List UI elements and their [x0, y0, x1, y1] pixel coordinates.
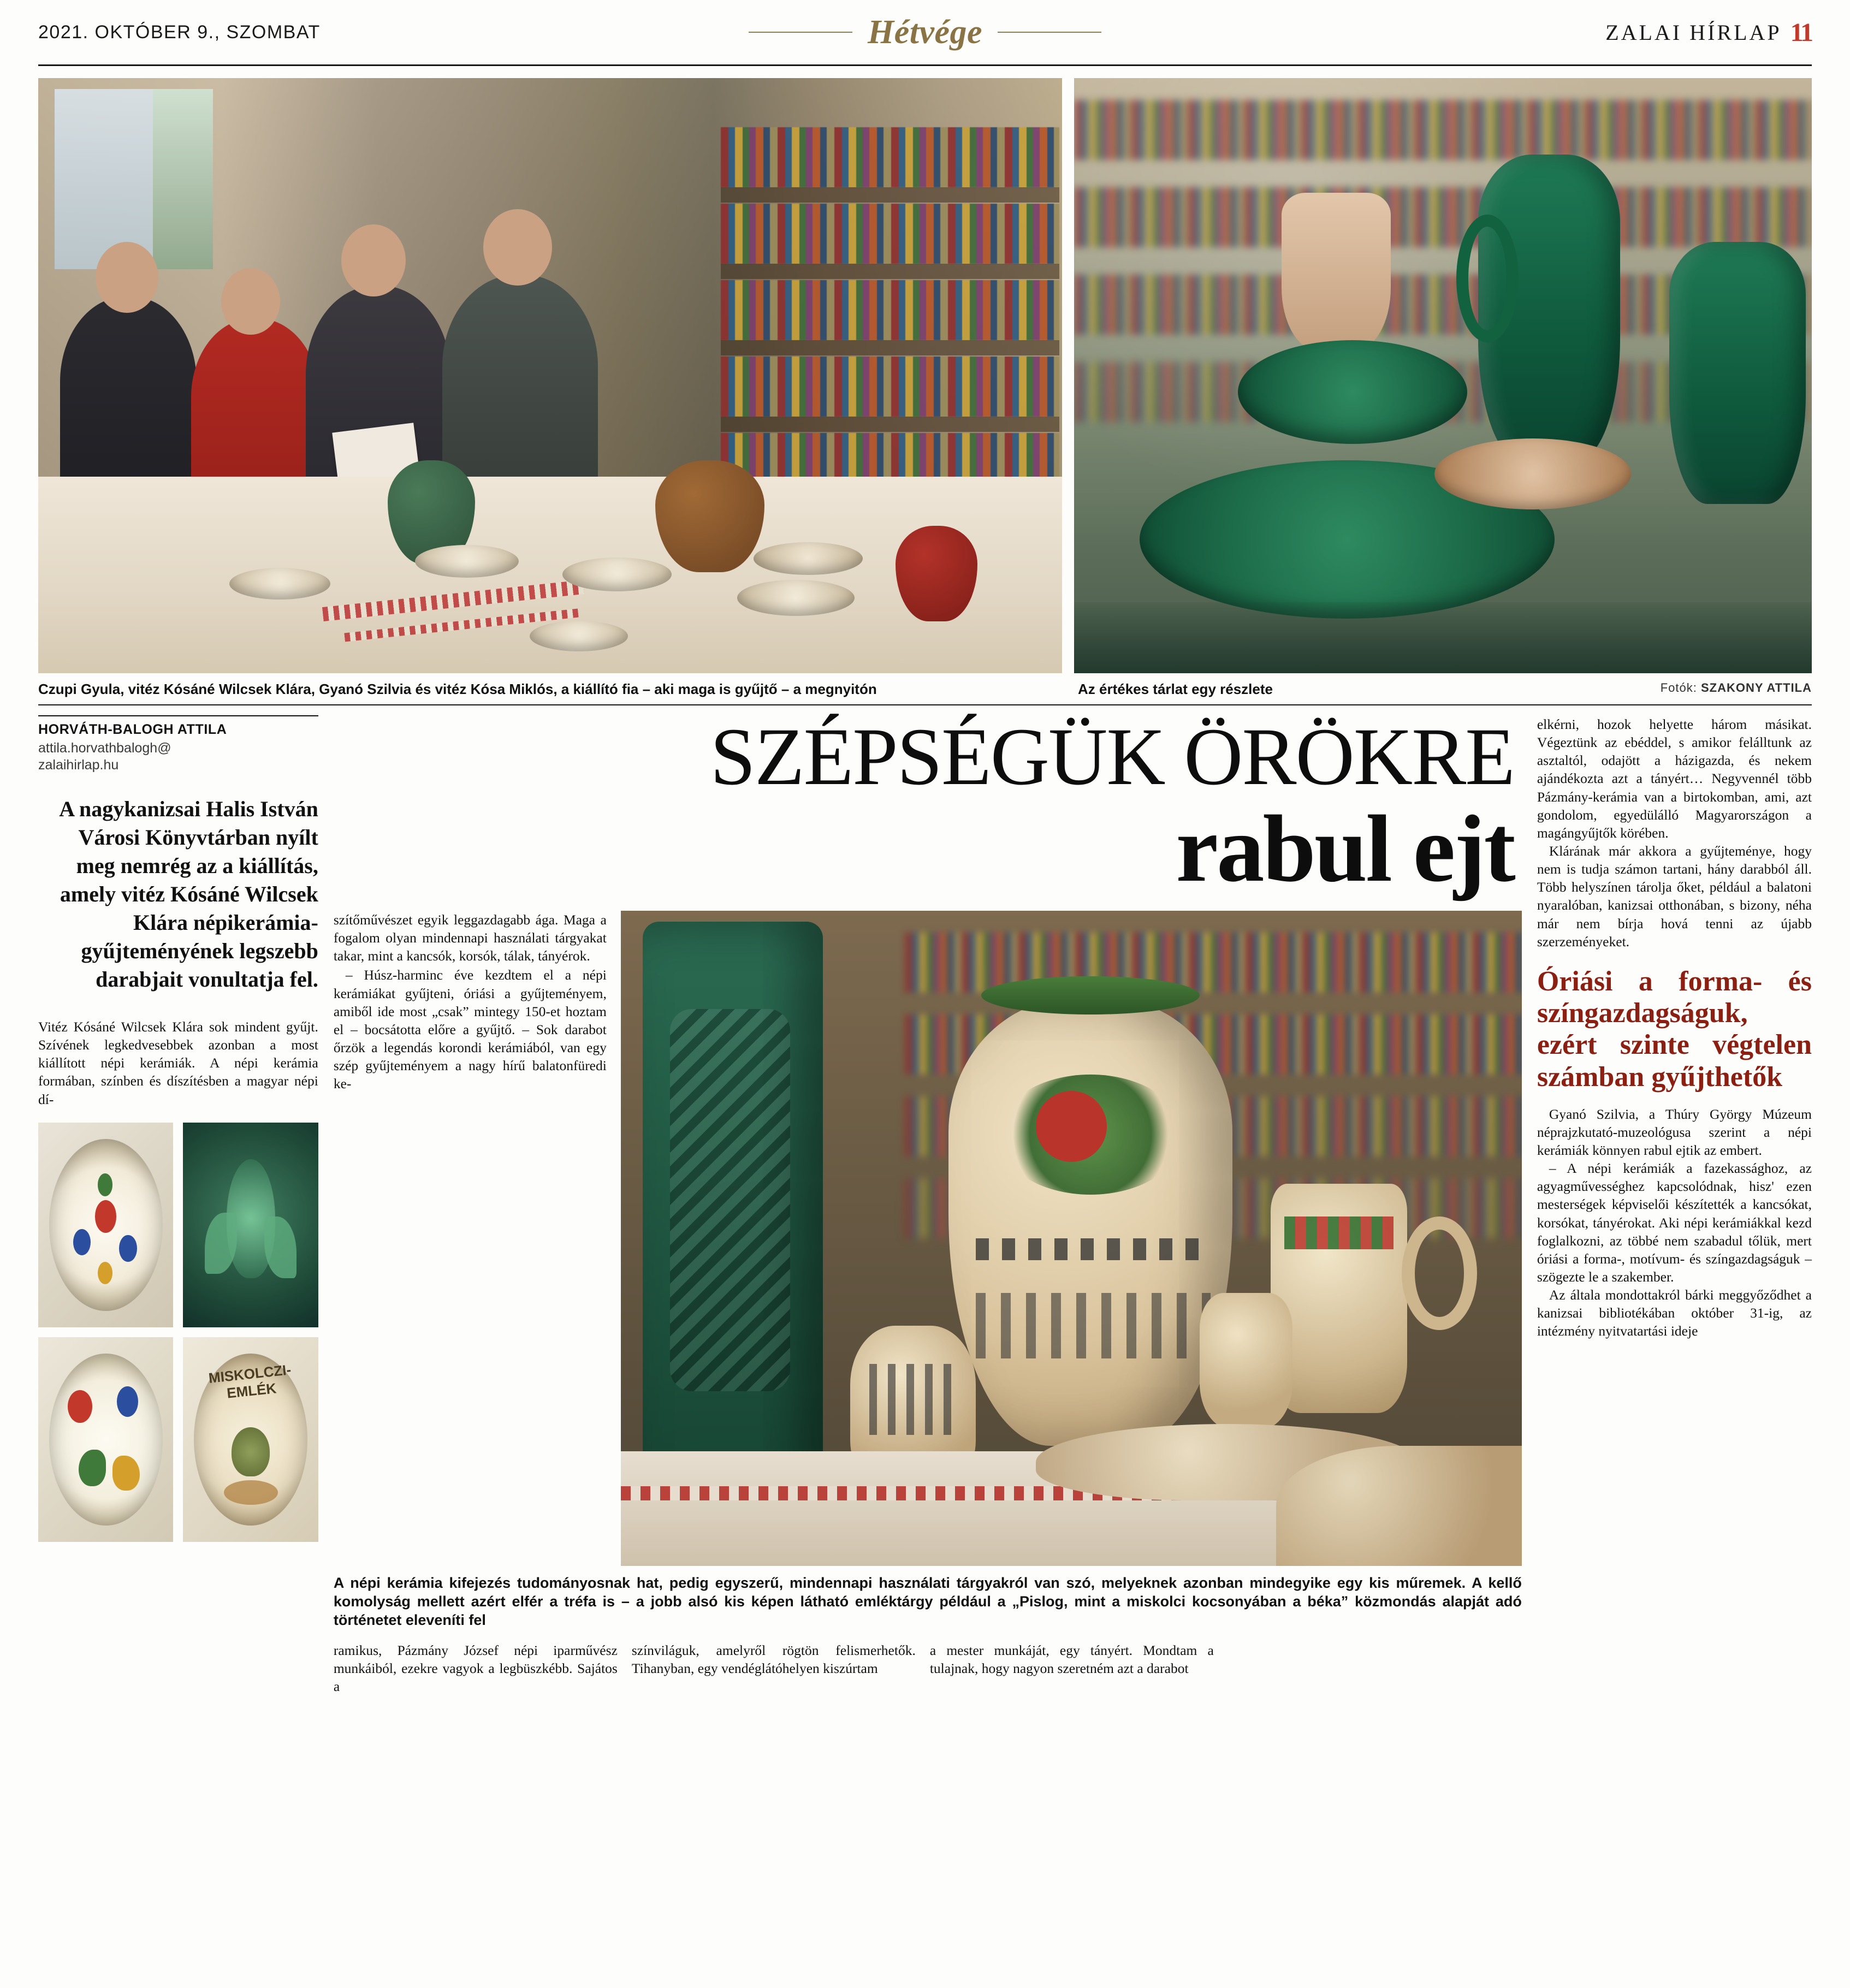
byline-email-line1: attila.horvathbalogh@ [38, 740, 171, 756]
section-title-group [38, 13, 1812, 52]
byline-author: HORVÁTH-BALOGH ATTILA [38, 715, 318, 738]
section-title: Hétvége [867, 13, 983, 51]
left-column [38, 715, 318, 1695]
newspaper-brand: ZALAI HÍRLAP [1605, 20, 1782, 45]
paragraph: – Húsz-harminc éve kezdtem el a népi kerámiákat gyűjteni, óriási a gyűjteményem, amiből ide most „csak” mintegy 150-et hoztam el – bocsátotta előre a gyűjtő. – Sok darabot őrzök a legendás korondi kerámiából, van egy szép gyűjteményem a nagy hírű balatonfüredi ke- [333, 967, 607, 1092]
bottom-column-1 [334, 1641, 618, 1695]
left-body-text [38, 1018, 318, 1108]
center-text-column [334, 911, 607, 1566]
byline-email-line2: zalaihirlap.hu [38, 757, 119, 773]
paragraph: Vitéz Kósáné Wilcsek Klára sok mindent gyűjt. Szívének legkedvesebbek azonban a most kiállított népi kerámiák. A népi kerámia formában, színben és díszítésben a magyar népi dí- [38, 1019, 318, 1107]
caption-exhibition-detail: Az értékes tárlat egy részlete [1078, 681, 1273, 697]
lead-paragraph: A nagykanizsai Halis István Városi Könyvtárban nyílt meg nemrég az a kiállítás, amely vitéz Kósáné Wilcsek Klára népikerámia-gyűjteményének legszebb darabjait vonultatja fel. [59, 797, 318, 992]
photo-caption-row [38, 681, 1812, 705]
paragraph: a mester munkáját, egy tányért. Mondtam a tulajnak, hogy nagyon szeretném azt a darabot [929, 1642, 1214, 1677]
photo-ceramic-collection [621, 911, 1522, 1566]
paragraph: Gyanó Szilvia, a Thúry György Múzeum néprajzkutató-muzeológusa szerint a népi kerámiák könnyen rabul ejtik az embert. [1537, 1106, 1812, 1159]
thumb-floral-plate [38, 1123, 173, 1327]
caption-opening-ceremony: Czupi Gyula, vitéz Kósáné Wilcsek Klára, Gyanó Szilvia és vitéz Kósa Miklós, a kiállító fia – aki maga is gyűjtő – a megnyitón [38, 681, 877, 697]
article-body [38, 711, 1812, 1695]
paragraph: – A népi kerámiák a fazekassághoz, az agyagművességhez kapcsolódnak, hisz' ezen mesterségek képviselői készítették a kancsókat, korsókat, tányérokat. Aki népi kerámiákkal kezd foglalkozni, az többé nem szabadul tőlük, mert óriási a forma-, motívum- és színgazdagságuk – szögezte le a szakember. [1537, 1160, 1812, 1285]
center-column [333, 711, 1522, 1695]
issue-date: 2021. OKTÓBER 9., SZOMBAT [38, 21, 321, 43]
headline-line-2: rabul ejt [1176, 796, 1514, 901]
paragraph: Az általa mondottakról bárki meggyőződhet a kanizsai bibliotékában október 31-ig, az intézmény nyitvatartási ideje [1537, 1287, 1812, 1339]
rule-right [998, 32, 1101, 33]
photo-credit-name: SZAKONY ATTILA [1700, 681, 1812, 695]
bottom-column-3 [930, 1641, 1214, 1695]
center-lower-row [334, 1641, 1522, 1695]
thumb-green-ornament [183, 1123, 318, 1327]
paragraph: elkérni, hozok helyette három másikat. Végeztünk az ebéddel, s amikor felálltunk az asztaltól, odajött a házigazda, és nekem ajándékozta azt a tányért… Negyvennél több Pázmány-kerámia van a birtokomban, ami, azt gondolom, egyedülálló Magyarországon a magángyűjtők körében. [1537, 716, 1812, 841]
byline-email [38, 740, 318, 773]
top-photo-row [38, 78, 1812, 673]
caption-ceramic-collection: A népi kerámia kifejezés tudományosnak hat, pedig egyszerű, mindennapi használati tárgyakról van szó, melyeknek azonban mindegyike egy kis műremek. A kellő komolyság mellett azért elfér a tréfa is – a jobb alsó kis képen látható emléktárgy például a „Pislog, mint a miskolci kocsonyában a béka” közmondás alapját adó történetet eleveníti fel [333, 1575, 1522, 1629]
bottom-column-2 [632, 1641, 916, 1695]
thumbnail-grid [38, 1123, 318, 1542]
thumb-bird-plate [38, 1337, 173, 1542]
memento-inscription: MISKOLCZI-EMLÉK [207, 1361, 292, 1402]
headline [334, 711, 1522, 901]
subheading: Óriási a forma- és színgazdagságuk, ezért szinte végtelen számban gyűjthetők [1537, 965, 1812, 1093]
paragraph: színviláguk, amelyről rögtön felismerhetők. Tihanyban, egy vendéglátóhelyen kiszúrtam [631, 1642, 916, 1677]
center-upper-row [334, 911, 1522, 1566]
paragraph: Klárának már akkora a gyűjteménye, hogy nem is tudja számon tartani, hány darabból áll. Több helyszínen tárolja őket, például a balatoni nyaralóban, kanizsai otthonában, s bizony, néha már nem bírja hová tenni az újabb szerzeményeket. [1537, 842, 1812, 950]
right-column [1537, 715, 1812, 1695]
paragraph: ramikus, Pázmány József népi iparművész munkáiból, ezekre vagyok a legbüszkébb. Sajátos a [333, 1642, 618, 1695]
masthead [38, 0, 1812, 66]
photo-opening-ceremony [38, 78, 1062, 673]
headline-line-1: SZÉPSÉGÜK ÖRÖKRE [710, 711, 1514, 802]
thumb-miskolc-memento [183, 1337, 318, 1542]
photo-exhibition-detail [1074, 78, 1812, 673]
photo-credit [1661, 681, 1812, 698]
page-number: 11 [1790, 17, 1812, 47]
paragraph: szítőművészet egyik leggazdagabb ága. Maga a fogalom olyan mindennapi használati tárgyakat takar, mint a kancsók, korsók, tálak, tányérok. [333, 912, 607, 964]
photo-credit-label: Fotók: [1660, 681, 1697, 695]
rule-left [749, 32, 852, 33]
